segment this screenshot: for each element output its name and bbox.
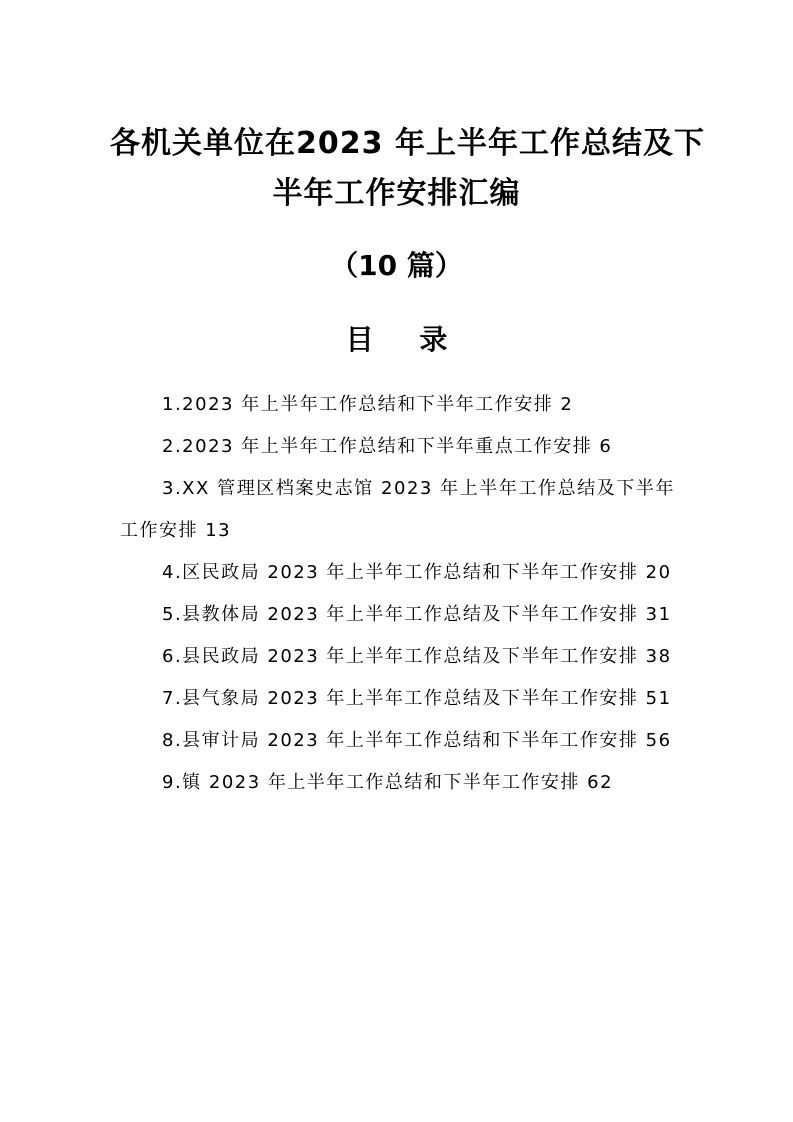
toc-item-6[interactable]: 6.县民政局 2023 年上半年工作总结及下半年工作安排 38 bbox=[162, 646, 672, 667]
toc-item-1[interactable]: 1.2023 年上半年工作总结和下半年工作安排 2 bbox=[162, 394, 574, 415]
document-subtitle: （10 篇） bbox=[330, 249, 463, 282]
toc-heading: 目 录 bbox=[345, 323, 466, 356]
document-title-line-1: 各机关单位在2023 年上半年工作总结及下 bbox=[110, 126, 705, 161]
toc-item-5[interactable]: 5.县教体局 2023 年上半年工作总结及下半年工作安排 31 bbox=[162, 604, 672, 625]
toc-item-8[interactable]: 8.县审计局 2023 年上半年工作总结和下半年工作安排 56 bbox=[162, 730, 672, 751]
document-title-line-2: 半年工作安排汇编 bbox=[272, 176, 521, 211]
toc-item-2[interactable]: 2.2023 年上半年工作总结和下半年重点工作安排 6 bbox=[162, 436, 613, 457]
toc-item-9[interactable]: 9.镇 2023 年上半年工作总结和下半年工作安排 62 bbox=[162, 772, 614, 793]
toc-item-4[interactable]: 4.区民政局 2023 年上半年工作总结和下半年工作安排 20 bbox=[162, 562, 672, 583]
toc-item-3[interactable]: 3.XX 管理区档案史志馆 2023 年上半年工作总结及下半年工作安排 13 bbox=[120, 478, 675, 541]
table-of-contents bbox=[120, 384, 675, 804]
toc-item-7[interactable]: 7.县气象局 2023 年上半年工作总结及下半年工作安排 51 bbox=[162, 688, 672, 709]
